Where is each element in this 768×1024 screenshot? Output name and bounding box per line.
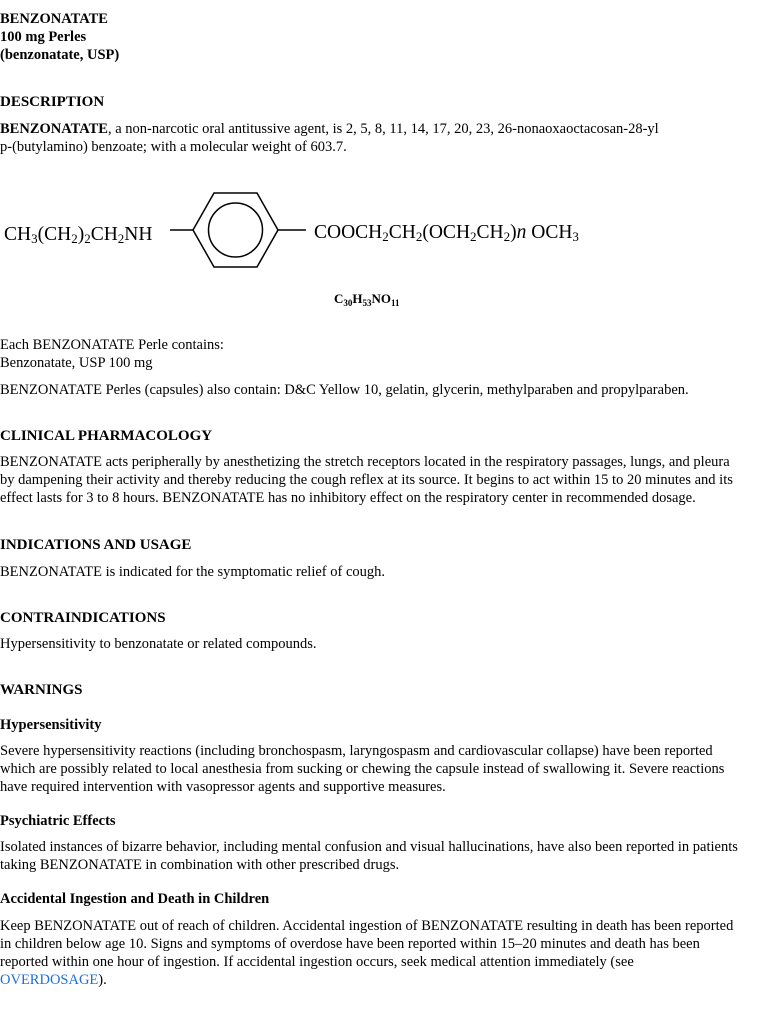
drug-strength: 100 mg Perles (0, 29, 87, 45)
drug-generic-name: (benzonatate, USP) (0, 47, 120, 63)
indications-text: BENZONATATE is indicated for the symptomatic relief of cough. (0, 564, 386, 580)
formula-hydrogen: H (352, 291, 363, 306)
accidental-line-1: Keep BENZONATATE out of reach of children. Accidental ingestion of BENZONATATE resulting in death has been reported (0, 918, 734, 934)
chemical-structure-diagram (0, 180, 768, 280)
formula-hydrogen-count: 53 (362, 298, 372, 308)
hypersensitivity-line-1: Severe hypersensitivity reactions (including bronchospasm, laryngospasm and cardiovascular collapse) have been reported (0, 743, 713, 759)
contents-line-2: Benzonatate, USP 100 mg (0, 355, 153, 371)
contents-line-1: Each BENZONATATE Perle contains: (0, 337, 224, 353)
formula-oxygen-count: 11 (391, 298, 400, 308)
formula-nitrogen-oxygen: NO (371, 291, 392, 306)
indications-heading: INDICATIONS AND USAGE (0, 537, 192, 553)
psychiatric-line-1: Isolated instances of bizarre behavior, including mental confusion and visual hallucinations, have also been reported in patients (0, 839, 738, 855)
formula-carbon: C (334, 291, 344, 306)
molecular-formula (334, 291, 400, 308)
structure-right-group: COOCH2CH2(OCH2CH2)n OCH3 (314, 222, 579, 244)
hypersensitivity-heading: Hypersensitivity (0, 717, 102, 733)
accidental-line-4 (0, 971, 768, 989)
accidental-ingestion-heading: Accidental Ingestion and Death in Children (0, 891, 270, 907)
accidental-line-2: in children below age 10. Signs and symptoms of overdose have been reported within 15–20 minutes and death has been (0, 936, 700, 952)
hypersensitivity-text (0, 742, 768, 796)
hypersensitivity-line-3: have required intervention with vasopressor agents and supportive measures. (0, 779, 446, 795)
psychiatric-line-2: taking BENZONATATE in combination with other prescribed drugs. (0, 857, 400, 873)
accidental-ingestion-text (0, 917, 768, 989)
contraindications-heading: CONTRAINDICATIONS (0, 610, 166, 626)
clinical-pharmacology-line-3: effect lasts for 3 to 8 hours. BENZONATATE has no inhibitory effect on the respiratory center in recommended dosage. (0, 490, 696, 506)
structure-left-group: CH3(CH2)2CH2NH (4, 224, 153, 246)
description-text (0, 120, 768, 156)
description-line-1 (0, 120, 768, 138)
description-drug-name: BENZONATATE (0, 121, 108, 137)
hypersensitivity-line-2: which are possibly related to local anesthesia from sucking or chewing the capsule instead of swallowing it. Severe reactions (0, 761, 725, 777)
benzene-ring-circle (209, 203, 263, 257)
benzene-ring-hexagon (193, 193, 278, 267)
accidental-tail: ). (98, 972, 107, 988)
contents-block (0, 336, 768, 372)
accidental-line-3: reported within one hour of ingestion. If accidental ingestion occurs, seek medical attention immediately (see (0, 954, 634, 970)
clinical-pharmacology-line-1: BENZONATATE acts peripherally by anesthetizing the stretch receptors located in the respiratory passages, lungs, and pleura (0, 454, 730, 470)
psychiatric-effects-heading: Psychiatric Effects (0, 813, 116, 829)
clinical-pharmacology-line-2: by dampening their activity and thereby reducing the cough reflex at its source. It begins to act within 15 to 20 minutes and its (0, 472, 733, 488)
inactive-ingredients: BENZONATATE Perles (capsules) also contain: D&C Yellow 10, gelatin, glycerin, methylparaben and propylparaben. (0, 382, 689, 398)
description-line-2: p-(butylamino) benzoate; with a molecular weight of 603.7. (0, 139, 347, 155)
description-line-1-rest: , a non-narcotic oral antitussive agent, is 2, 5, 8, 11, 14, 17, 20, 23, 26-nonaoxaoctacosan-28-yl (107, 121, 659, 137)
description-heading: DESCRIPTION (0, 94, 105, 110)
drug-title: BENZONATATE (0, 11, 108, 27)
clinical-pharmacology-text (0, 453, 768, 507)
overdosage-link[interactable]: OVERDOSAGE (0, 972, 99, 988)
formula-carbon-count: 30 (343, 298, 353, 308)
clinical-pharmacology-heading: CLINICAL PHARMACOLOGY (0, 428, 213, 444)
warnings-heading: WARNINGS (0, 682, 83, 698)
contraindications-text: Hypersensitivity to benzonatate or related compounds. (0, 636, 317, 652)
psychiatric-effects-text (0, 838, 768, 874)
header-block (0, 10, 768, 64)
